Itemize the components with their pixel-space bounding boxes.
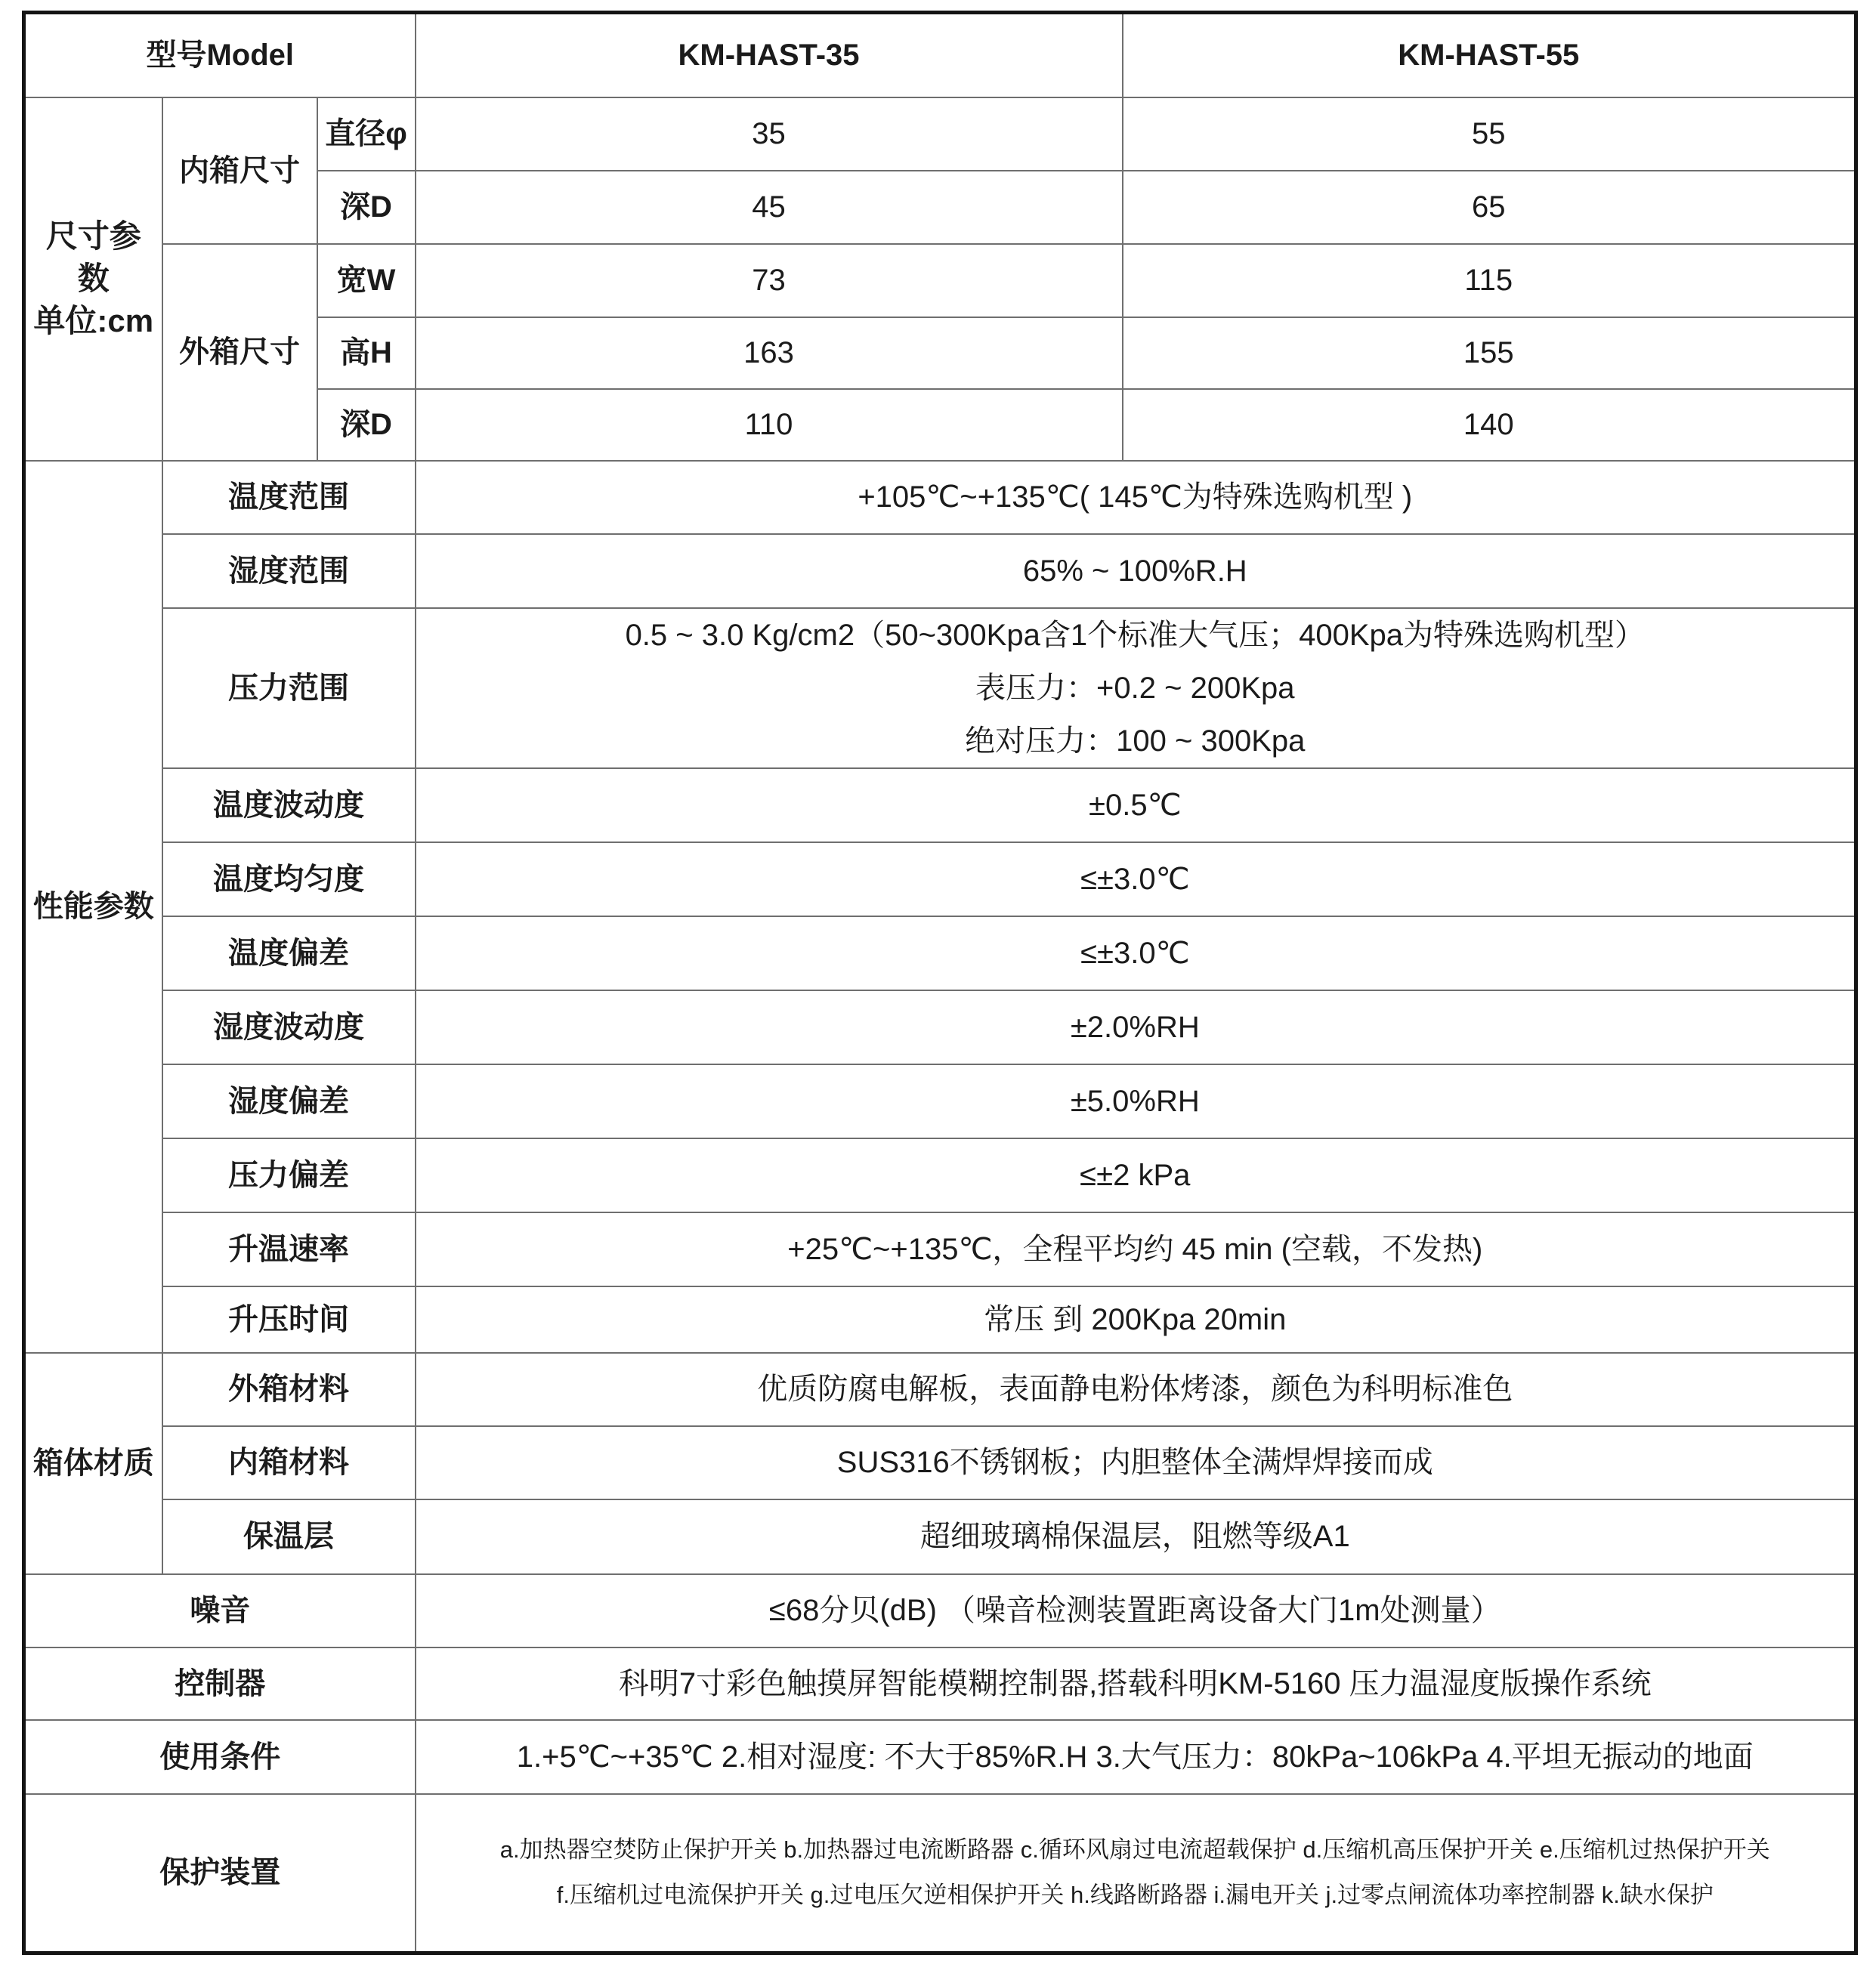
hum-dev-value: ±5.0%RH bbox=[416, 1064, 1856, 1138]
table-row bbox=[24, 1794, 1856, 1953]
hum-fluct-label: 湿度波动度 bbox=[162, 990, 416, 1064]
dim-value-b: 55 bbox=[1123, 97, 1856, 171]
inner-material-label: 内箱材料 bbox=[162, 1426, 416, 1499]
dim-row-label: 直径φ bbox=[317, 97, 416, 171]
table-row bbox=[24, 768, 1856, 842]
table-row bbox=[24, 1353, 1856, 1426]
pressure-range-line2: 表压力：+0.2 ~ 200Kpa bbox=[975, 671, 1295, 705]
pressure-range-value bbox=[416, 608, 1856, 768]
dim-value-a: 163 bbox=[416, 317, 1123, 389]
dim-value-b: 65 bbox=[1123, 171, 1856, 244]
table-row bbox=[24, 842, 1856, 916]
dim-value-a: 45 bbox=[416, 171, 1123, 244]
insulation-label: 保温层 bbox=[162, 1499, 416, 1574]
protection-line2: f.压缩机过电流保护开关 g.过电压欠逆相保护开关 h.线路断路器 i.漏电开关 j.过零点闸流体功率控制器 k.缺水保护 bbox=[556, 1882, 1714, 1909]
controller-value: 科明7寸彩色触摸屏智能模糊控制器,搭载科明KM-5160 压力温湿度版操作系统 bbox=[416, 1647, 1856, 1720]
humidity-range-value: 65% ~ 100%R.H bbox=[416, 534, 1856, 608]
dim-row-label: 宽W bbox=[317, 244, 416, 317]
protection-line1: a.加热器空焚防止保护开关 b.加热器过电流断路器 c.循环风扇过电流超载保护 d.压缩机高压保护开关 e.压缩机过热保护开关 bbox=[499, 1836, 1770, 1864]
dim-value-a: 73 bbox=[416, 244, 1123, 317]
dim-row-label: 深D bbox=[317, 171, 416, 244]
protection-value bbox=[416, 1794, 1856, 1953]
table-row bbox=[24, 990, 1856, 1064]
outer-material-value: 优质防腐电解板，表面静电粉体烤漆，颜色为科明标准色 bbox=[416, 1353, 1856, 1426]
temp-fluct-value: ±0.5℃ bbox=[416, 768, 1856, 842]
temp-range-label: 温度范围 bbox=[162, 461, 416, 534]
table-row bbox=[24, 916, 1856, 990]
dim-value-a: 35 bbox=[416, 97, 1123, 171]
model-a-header: KM-HAST-35 bbox=[416, 13, 1123, 97]
table-row bbox=[24, 244, 1856, 317]
dim-value-a: 110 bbox=[416, 389, 1123, 461]
protection-label: 保护装置 bbox=[24, 1794, 416, 1953]
heatup-rate-value: +25℃~+135℃，全程平均约 45 min (空载，不发热) bbox=[416, 1212, 1856, 1286]
pressup-time-label: 升压时间 bbox=[162, 1286, 416, 1353]
insulation-value: 超细玻璃棉保温层，阻燃等级A1 bbox=[416, 1499, 1856, 1574]
table-row bbox=[24, 1720, 1856, 1794]
pressure-range-line1: 0.5 ~ 3.0 Kg/cm2（50~300Kpa含1个标准大气压；400Kpa为特殊选购机型） bbox=[625, 618, 1645, 652]
temp-uniform-label: 温度均匀度 bbox=[162, 842, 416, 916]
press-dev-value: ≤±2 kPa bbox=[416, 1138, 1856, 1212]
table-row bbox=[24, 534, 1856, 608]
table-row bbox=[24, 1499, 1856, 1574]
table-row bbox=[24, 461, 1856, 534]
noise-value: ≤68分贝(dB) （噪音检测装置距离设备大门1m处测量） bbox=[416, 1574, 1856, 1647]
dim-value-b: 115 bbox=[1123, 244, 1856, 317]
outer-box-label: 外箱尺寸 bbox=[162, 244, 317, 461]
table-row bbox=[24, 1212, 1856, 1286]
performance-group-label: 性能参数 bbox=[24, 461, 162, 1353]
table-row bbox=[24, 1286, 1856, 1353]
inner-box-label: 内箱尺寸 bbox=[162, 97, 317, 244]
table-row-header bbox=[24, 13, 1856, 97]
temp-dev-label: 温度偏差 bbox=[162, 916, 416, 990]
press-dev-label: 压力偏差 bbox=[162, 1138, 416, 1212]
temp-uniform-value: ≤±3.0℃ bbox=[416, 842, 1856, 916]
table-row bbox=[24, 1426, 1856, 1499]
pressup-time-value: 常压 到 200Kpa 20min bbox=[416, 1286, 1856, 1353]
conditions-value: 1.+5℃~+35℃ 2.相对湿度: 不大于85%R.H 3.大气压力：80kPa~106kPa 4.平坦无振动的地面 bbox=[416, 1720, 1856, 1794]
table-row bbox=[24, 1574, 1856, 1647]
heatup-rate-label: 升温速率 bbox=[162, 1212, 416, 1286]
dim-value-b: 140 bbox=[1123, 389, 1856, 461]
table-row bbox=[24, 608, 1856, 768]
table-row bbox=[24, 97, 1856, 171]
table-row bbox=[24, 1064, 1856, 1138]
model-header-label: 型号Model bbox=[24, 13, 416, 97]
dimensions-group-label bbox=[24, 97, 162, 461]
pressure-range-line3: 绝对压力：100 ~ 300Kpa bbox=[965, 724, 1306, 758]
dim-value-b: 155 bbox=[1123, 317, 1856, 389]
dimensions-group-line2: 单位:cm bbox=[33, 303, 154, 338]
table-row bbox=[24, 1647, 1856, 1720]
temp-fluct-label: 温度波动度 bbox=[162, 768, 416, 842]
conditions-label: 使用条件 bbox=[24, 1720, 416, 1794]
humidity-range-label: 湿度范围 bbox=[162, 534, 416, 608]
table-row bbox=[24, 1138, 1856, 1212]
dimensions-group-line1: 尺寸参数 bbox=[45, 218, 141, 296]
cabinet-group-label: 箱体材质 bbox=[24, 1353, 162, 1574]
model-b-header: KM-HAST-55 bbox=[1123, 13, 1856, 97]
inner-material-value: SUS316不锈钢板；内胆整体全满焊焊接而成 bbox=[416, 1426, 1856, 1499]
hum-dev-label: 湿度偏差 bbox=[162, 1064, 416, 1138]
dim-row-label: 高H bbox=[317, 317, 416, 389]
noise-label: 噪音 bbox=[24, 1574, 416, 1647]
pressure-range-label: 压力范围 bbox=[162, 608, 416, 768]
spec-table bbox=[22, 11, 1858, 1955]
temp-dev-value: ≤±3.0℃ bbox=[416, 916, 1856, 990]
controller-label: 控制器 bbox=[24, 1647, 416, 1720]
outer-material-label: 外箱材料 bbox=[162, 1353, 416, 1426]
dim-row-label: 深D bbox=[317, 389, 416, 461]
hum-fluct-value: ±2.0%RH bbox=[416, 990, 1856, 1064]
temp-range-value: +105℃~+135℃( 145℃为特殊选购机型 ) bbox=[416, 461, 1856, 534]
